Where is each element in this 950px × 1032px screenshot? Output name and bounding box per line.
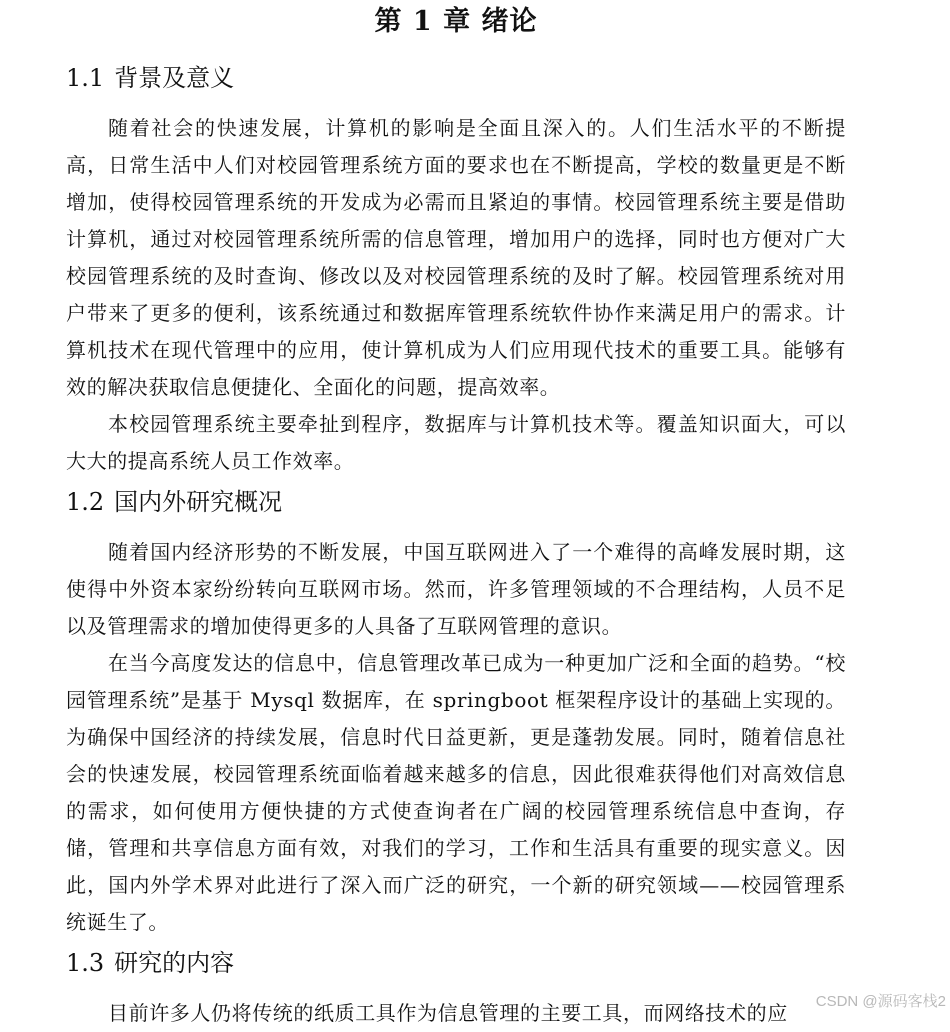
- section-heading-1-1: [66, 59, 846, 97]
- section-number: 1.1: [66, 64, 105, 92]
- section-number: 1.3: [66, 949, 105, 977]
- section-heading-1-3: [66, 944, 846, 982]
- paragraph: 在当今高度发达的信息中，信息管理改革已成为一种更加广泛和全面的趋势。“校园管理系统”是基于 Mysql 数据库，在 springboot 框架程序设计的基础上实现的。为确保中国经济的持续发展，信息时代日益更新，更是蓬勃发展。同时，随着信息社会的快速发展，校园管理系统面临着越来越多的信息，因此很难获得他们对高效信息的需求，如何使用方便快捷的方式使查询者在广阔的校园管理系统信息中查询，存储，管理和共享信息方面有效，对我们的学习，工作和生活具有重要的现实意义。因此，国内外学术界对此进行了深入而广泛的研究，一个新的研究领域——校园管理系统诞生了。: [66, 651, 846, 934]
- chapter-title: 第 1 章 绪论: [374, 6, 538, 37]
- section-title: 背景及意义: [114, 64, 235, 92]
- section-title: 研究的内容: [114, 949, 235, 977]
- paragraph: 随着社会的快速发展，计算机的影响是全面且深入的。人们生活水平的不断提高，日常生活中人们对校园管理系统方面的要求也在不断提高，学校的数量更是不断增加，使得校园管理系统的开发成为必需而且紧迫的事情。校园管理系统主要是借助计算机，通过对校园管理系统所需的信息管理，增加用户的选择，同时也方便对广大校园管理系统的及时查询、修改以及对校园管理系统的及时了解。校园管理系统对用户带来了更多的便利，该系统通过和数据库管理系统软件协作来满足用户的需求。计算机技术在现代管理中的应用，使计算机成为人们应用现代技术的重要工具。能够有效的解决获取信息便捷化、全面化的问题，提高效率。: [66, 116, 846, 399]
- section-number: 1.2: [66, 488, 105, 516]
- paragraph: 本校园管理系统主要牵扯到程序，数据库与计算机技术等。覆盖知识面大，可以大大的提高系统人员工作效率。: [66, 412, 846, 473]
- document-page: [66, 0, 846, 1032]
- watermark-text: CSDN @源码客栈2: [815, 993, 946, 1010]
- section-heading-1-2: [66, 483, 846, 521]
- paragraph: 目前许多人仍将传统的纸质工具作为信息管理的主要工具，而网络技术的应: [108, 1001, 788, 1025]
- paragraph: 随着国内经济形势的不断发展，中国互联网进入了一个难得的高峰发展时期，这使得中外资本家纷纷转向互联网市场。然而，许多管理领域的不合理结构，人员不足以及管理需求的增加使得更多的人具备了互联网管理的意识。: [66, 540, 846, 638]
- section-title: 国内外研究概况: [114, 488, 283, 516]
